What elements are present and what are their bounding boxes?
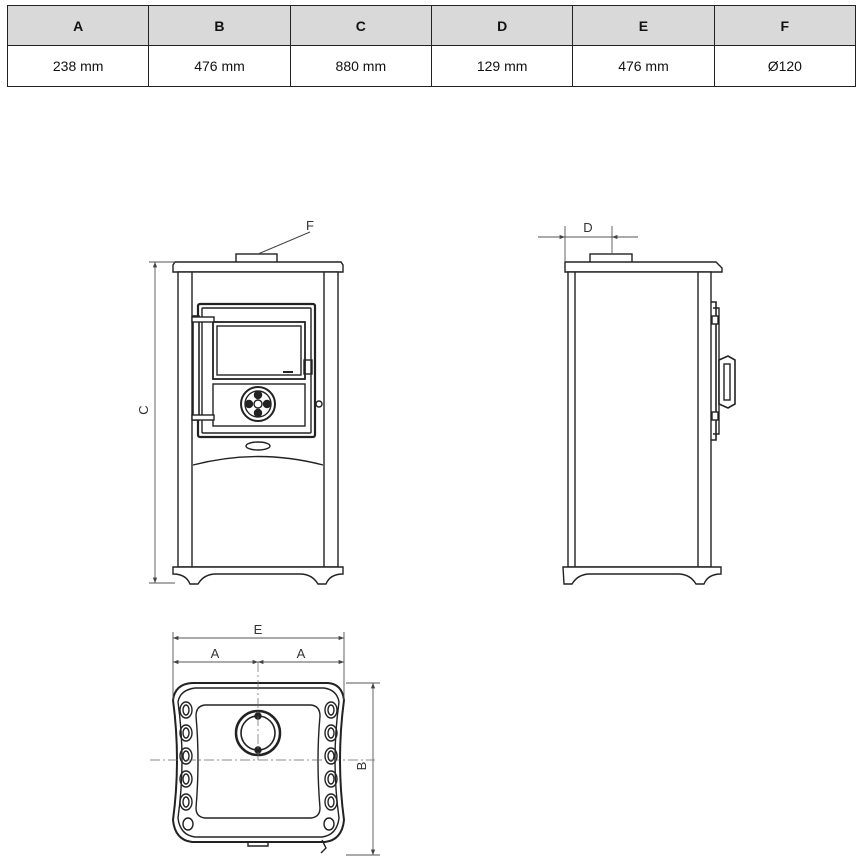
label-a-left: A — [210, 646, 220, 661]
top-plate-front — [173, 262, 343, 272]
label-f: F — [306, 218, 314, 233]
front-view — [173, 254, 343, 584]
header-e: E — [573, 6, 714, 46]
label-a-right: A — [296, 646, 306, 661]
body-side — [568, 272, 711, 567]
header-c: C — [290, 6, 431, 46]
top-view — [173, 683, 344, 853]
base-side — [563, 567, 721, 584]
label-b: B — [354, 761, 369, 771]
value-e: 476 mm — [573, 46, 714, 87]
base-front — [173, 567, 343, 584]
stove-door — [192, 304, 322, 437]
header-d: D — [431, 6, 572, 46]
header-a: A — [8, 6, 149, 46]
label-c: C — [136, 405, 151, 415]
value-b: 476 mm — [149, 46, 290, 87]
value-d: 129 mm — [431, 46, 572, 87]
top-plate-side — [565, 262, 722, 272]
label-e: E — [253, 622, 263, 637]
header-f: F — [714, 6, 855, 46]
value-f: Ø120 — [714, 46, 855, 87]
side-view — [563, 254, 735, 584]
header-b: B — [149, 6, 290, 46]
dimension-f — [258, 218, 314, 254]
door-handle — [193, 316, 199, 420]
value-c: 880 mm — [290, 46, 431, 87]
dimension-c — [149, 262, 175, 583]
label-d: D — [583, 220, 593, 235]
value-a: 238 mm — [8, 46, 149, 87]
